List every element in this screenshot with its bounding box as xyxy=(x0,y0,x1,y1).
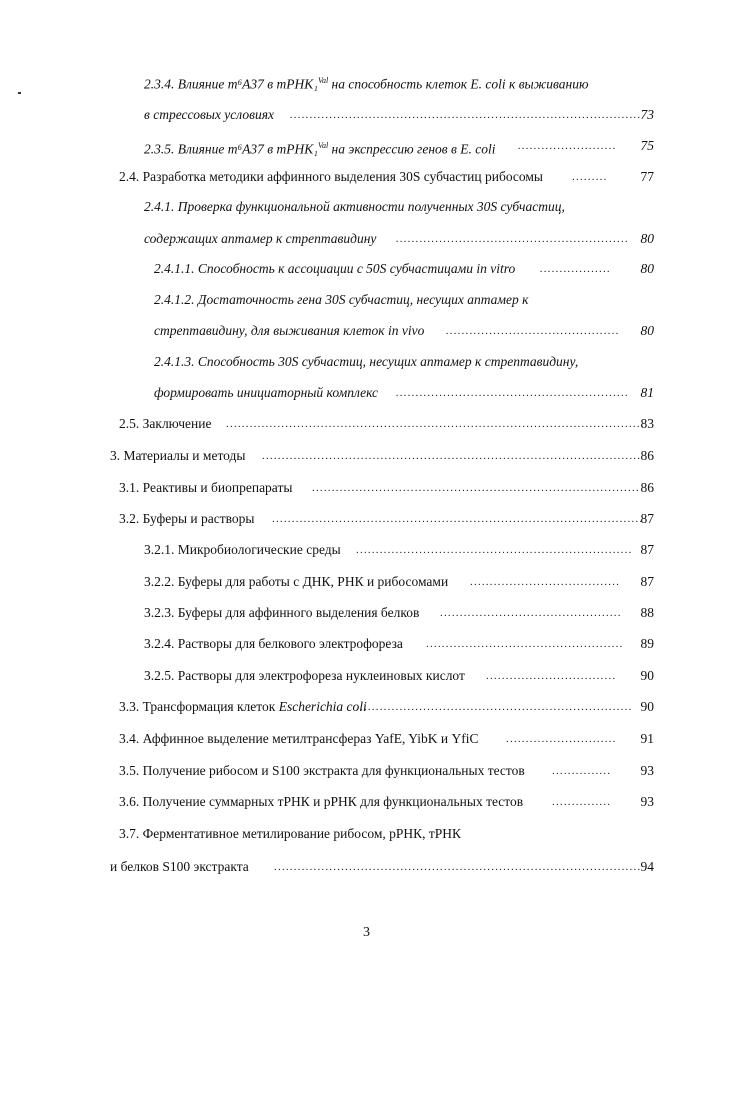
toc-entry-label: 2.4. Разработка методики аффинного выделения 30S субчастиц рибосомы xyxy=(119,169,544,184)
toc-entry-3-1 xyxy=(0,477,733,499)
page-number: 87 xyxy=(640,511,654,526)
toc-entry-2-4-1-3-line2 xyxy=(0,382,733,404)
dot-leader: ............................................ xyxy=(446,325,620,337)
toc-entry-label: 2.4.1.3. Способность 30S субчастиц, несущих аптамер к стрептавидину, xyxy=(154,354,579,369)
toc-entry-label: 3.3. Трансформация клеток xyxy=(119,699,279,714)
toc-entry-label: в стрессовых условиях xyxy=(144,107,274,122)
toc-entry-label: 2.5. Заключение xyxy=(119,416,212,431)
scan-mark xyxy=(18,92,21,94)
toc-entry-3-2-3 xyxy=(0,602,733,624)
dot-leader: ......................................................................................... xyxy=(290,109,642,121)
toc-entry-3-3 xyxy=(0,696,733,718)
toc-entry-label: 2.4.1.1. Способность к ассоциации с 50S субчастицами in vitro xyxy=(154,261,516,276)
page-number: 80 xyxy=(640,261,654,276)
toc-entry-label: 3.6. Получение суммарных тРНК и рРНК для функциональных тестов xyxy=(119,794,524,809)
dot-leader: ................................. xyxy=(486,670,617,682)
page-footer-number: 3 xyxy=(363,925,370,940)
dot-leader: ............................................................................................. xyxy=(274,861,642,873)
toc-entry-3-2-1 xyxy=(0,539,733,561)
toc-entry-3-5 xyxy=(0,760,733,782)
toc-entry-label: 3.2.2. Буферы для работы с ДНК, РНК и рибосомами xyxy=(144,574,449,589)
toc-entry-label: 3.5. Получение рибосом и S100 экстракта для функциональных тестов xyxy=(119,763,525,778)
toc-entry-3-2-2 xyxy=(0,571,733,593)
page-number: 81 xyxy=(640,385,654,400)
toc-entry-label: 3. Материалы и методы xyxy=(110,448,246,463)
dot-leader: ......................... xyxy=(518,140,617,152)
dot-leader: ........................................................... xyxy=(396,387,630,399)
page-number: 91 xyxy=(640,731,654,746)
dot-leader: ...................................... xyxy=(470,576,621,588)
toc-entry-2-3-5 xyxy=(0,135,733,157)
dot-leader: ...................................................................... xyxy=(356,544,633,556)
toc-entry-2-5 xyxy=(0,413,733,435)
dot-leader: ......... xyxy=(572,171,608,183)
toc-entry-label: 3.2.5. Растворы для электрофореза нуклеиновых кислот xyxy=(144,668,465,683)
page-number: 89 xyxy=(640,636,654,651)
superscript: Val xyxy=(317,76,329,85)
toc-entry-label: 2.3.5. Влияние m⁶A37 в тРНК₁ xyxy=(144,141,318,157)
toc-entry-3-6 xyxy=(0,791,733,813)
dot-leader: ........................................................... xyxy=(396,233,630,245)
page-number: 75 xyxy=(640,138,654,153)
dot-leader: ............................ xyxy=(506,733,617,745)
dot-leader: ...................................................................... xyxy=(356,701,633,713)
toc-entry-2-3-4-line1 xyxy=(0,70,733,92)
toc-entry-label: на экспрессию генов в E. coli xyxy=(328,141,496,157)
toc-entry-label: 2.3.4. Влияние m⁶A37 в тРНК₁ xyxy=(144,76,318,92)
page-number: 80 xyxy=(640,323,654,338)
toc-entry-label: 3.2. Буферы и растворы xyxy=(119,511,255,526)
page-number: 80 xyxy=(640,231,654,246)
toc-entry-3-4 xyxy=(0,728,733,750)
toc-entry-2-4-1-line1 xyxy=(0,196,733,218)
dot-leader: ................................................................................... xyxy=(312,482,640,494)
page-number: 87 xyxy=(640,574,654,589)
toc-entry-label: 3.4. Аффинное выделение метилтрансфераз YafE, YibK и YfiC xyxy=(119,731,479,746)
toc-entry-2-4-1-1 xyxy=(0,258,733,280)
dot-leader: ............... xyxy=(552,765,612,777)
toc-entry-3-2 xyxy=(0,508,733,530)
dot-leader: .............................................. xyxy=(440,607,622,619)
toc-entry-label: 3.2.4. Растворы для белкового электрофореза xyxy=(144,636,403,651)
toc-entry-label: 3.2.1. Микробиологические среды xyxy=(144,542,341,557)
page-number: 86 xyxy=(640,480,654,495)
toc-entry-2-4-1-line2 xyxy=(0,228,733,250)
toc-entry-label: 3.7. Ферментативное метилирование рибосом, рРНК, тРНК xyxy=(119,826,462,841)
toc-entry-label: стрептавидину, для выживания клеток in vivo xyxy=(154,323,425,338)
toc-entry-label-italic: Escherichia coli xyxy=(278,699,367,714)
dot-leader: .................................................. xyxy=(426,638,624,650)
toc-entry-3 xyxy=(0,445,733,467)
toc-entry-3-7-line2 xyxy=(0,856,733,878)
toc-entry-label: 2.4.1. Проверка функциональной активности полученных 30S субчастиц, xyxy=(144,199,565,214)
superscript: Val xyxy=(317,141,329,150)
toc-entry-label: формировать инициаторный комплекс xyxy=(154,385,378,400)
toc-entry-label: 3.1. Реактивы и биопрепараты xyxy=(119,480,293,495)
toc-entry-label: 2.4.1.2. Достаточность гена 30S субчастиц, несущих аптамер к xyxy=(154,292,529,307)
page-number: 83 xyxy=(640,416,654,431)
toc-entry-2-4 xyxy=(0,166,733,188)
toc-entry-3-7-line1 xyxy=(0,823,733,845)
toc-entry-3-2-4 xyxy=(0,633,733,655)
page-number: 93 xyxy=(640,794,654,809)
toc-entry-2-4-1-3-line1 xyxy=(0,351,733,373)
toc-entry-label: и белков S100 экстракта xyxy=(110,859,249,874)
dot-leader: .............................................................................................. xyxy=(272,513,644,525)
dot-leader: .................. xyxy=(540,263,612,275)
toc-entry-label: 3.2.3. Буферы для аффинного выделения белков xyxy=(144,605,420,620)
dot-leader: ............... xyxy=(552,796,612,808)
toc-entry-label: на способность клеток E. coli к выживанию xyxy=(328,76,589,92)
page-number: 90 xyxy=(640,668,654,683)
page-number: 86 xyxy=(640,448,654,463)
toc-entry-2-3-4-line2 xyxy=(0,104,733,126)
dot-leader: .......................................................................................................... xyxy=(226,418,645,430)
toc-entry-3-2-5 xyxy=(0,665,733,687)
page-number: 87 xyxy=(640,542,654,557)
toc-entry-2-4-1-2-line2 xyxy=(0,320,733,342)
page-number: 73 xyxy=(640,107,654,122)
page-number: 90 xyxy=(640,699,654,714)
page-number: 93 xyxy=(640,763,654,778)
toc-entry-label: содержащих аптамер к стрептавидину xyxy=(144,231,377,246)
page-number: 77 xyxy=(640,169,654,184)
page-number: 88 xyxy=(640,605,654,620)
toc-entry-2-4-1-2-line1 xyxy=(0,289,733,311)
page-number: 94 xyxy=(640,859,654,874)
dot-leader: ................................................................................................ xyxy=(262,450,642,462)
